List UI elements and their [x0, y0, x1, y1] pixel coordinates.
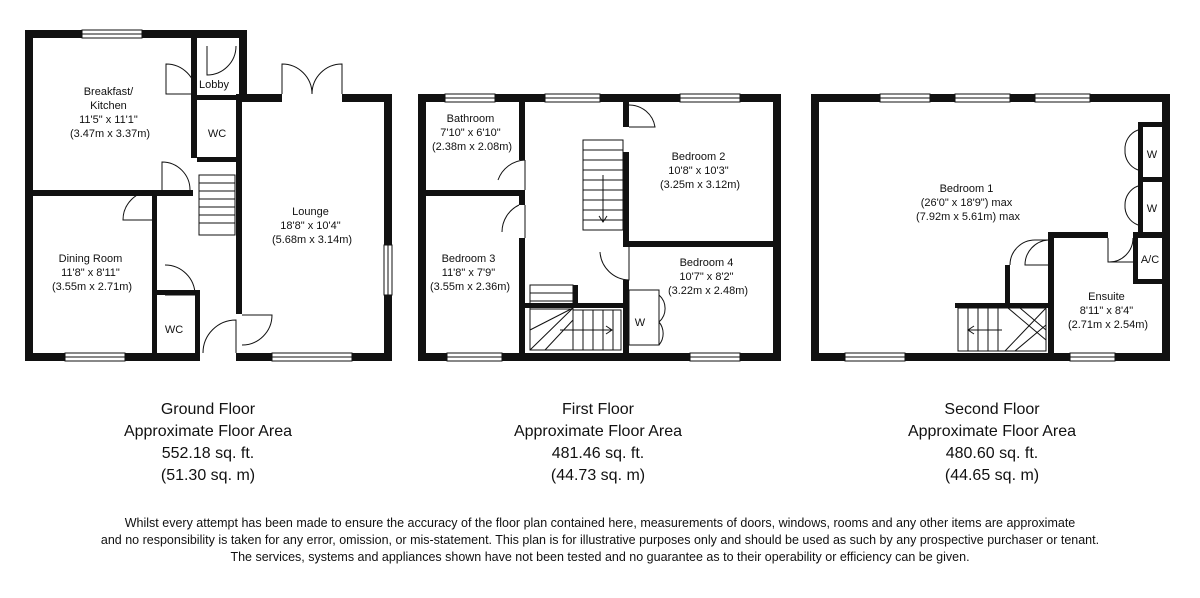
floor-name: Second Floor — [944, 401, 1040, 418]
bedroom1-door-swing — [1025, 240, 1048, 265]
stair-door-swing — [1010, 240, 1048, 265]
floor-name: First Floor — [562, 401, 634, 418]
bathroom-label: Bathroom 7'10" x 6'10" (2.38m x 2.08m) — [431, 113, 513, 153]
ground-floor-caption — [58, 399, 358, 487]
ground-wall — [191, 38, 197, 158]
lounge-door-swing — [242, 315, 272, 345]
first-wall — [426, 190, 521, 196]
first-wall — [519, 102, 525, 160]
floor-area-sqft: 481.46 sq. ft. — [551, 445, 645, 462]
wc-lower-label: WC — [164, 324, 184, 336]
lounge-label: Lounge 18'8" x 10'4" (5.68m x 3.14m) — [271, 206, 353, 246]
second-wall — [955, 303, 1048, 308]
bedroom3-door-swing — [502, 205, 525, 238]
first-wall — [623, 152, 629, 247]
first-wall — [623, 102, 629, 127]
ensuite-label: Ensuite 8'11" x 8'4" (2.71m x 2.54m) — [1067, 291, 1149, 331]
second-stairs — [958, 308, 1046, 351]
floor-area-sqm: (44.65 sq. m) — [944, 467, 1040, 484]
bedroom2-door-swing — [629, 105, 655, 127]
bathroom-door-swing — [498, 160, 525, 190]
disclaimer-line: The services, systems and appliances shown have not been tested and no guarantee as to their operability or efficiency can be given. — [230, 550, 970, 564]
ground-wall — [152, 196, 157, 353]
second-wall — [1138, 279, 1162, 284]
first-stairs-lower — [525, 285, 623, 350]
floor-area-label: Approximate Floor Area — [907, 423, 1077, 440]
second-wall — [1048, 232, 1054, 353]
second-floor-caption — [842, 399, 1142, 487]
ground-floor-plan — [25, 30, 392, 361]
second-wall — [1048, 232, 1108, 238]
dining-label: Dining Room 11'8" x 8'11" (3.55m x 2.71m) — [51, 253, 133, 293]
ground-stairs — [199, 175, 235, 235]
first-wall — [629, 241, 773, 247]
wc-upper-label: WC — [207, 128, 227, 140]
lobby-door-swing — [207, 46, 236, 75]
disclaimer-line: and no responsibility is taken for any error, omission, or mis-statement. This plan is for illustrative purposes only and should be used as such by any prospective purchaser or tenant. — [100, 533, 1100, 547]
kitchen-label: Breakfast/ Kitchen 11'5" x 11'1" (3.47m x 3.37m) — [69, 86, 151, 140]
wardrobe-label: W — [634, 317, 646, 329]
bedroom4-label: Bedroom 4 10'7" x 8'2" (3.22m x 2.48m) — [667, 257, 749, 297]
kitchen-door-swing — [162, 162, 190, 190]
floor-area-sqft: 552.18 sq. ft. — [161, 445, 255, 462]
ensuite-door-swing — [1108, 238, 1133, 262]
floor-area-sqm: (44.73 sq. m) — [550, 467, 646, 484]
disclaimer-line: Whilst every attempt has been made to ensure the accuracy of the floor plan contained here, measurements of doors, windows, rooms and any other items are approximate — [124, 516, 1076, 530]
first-floor-caption — [448, 399, 748, 487]
ground-wall — [197, 95, 237, 100]
floor-area-sqm: (51.30 sq. m) — [160, 467, 256, 484]
floor-area-label: Approximate Floor Area — [123, 423, 293, 440]
floor-name: Ground Floor — [160, 401, 256, 418]
floor-area-sqft: 480.60 sq. ft. — [945, 445, 1039, 462]
ground-wall — [33, 190, 193, 196]
bedroom2-label: Bedroom 2 10'8" x 10'3" (3.25m x 3.12m) — [659, 151, 741, 191]
second-floor-plan — [811, 94, 1170, 361]
ground-wall — [197, 157, 236, 162]
bedroom4-door-swing — [600, 247, 629, 280]
lobby-label: Lobby — [199, 79, 229, 91]
wardrobe-b-label: W — [1146, 203, 1158, 215]
ac-label: A/C — [1140, 254, 1160, 266]
wardrobe-door-swing — [1125, 130, 1138, 170]
first-wall — [519, 238, 525, 353]
ground-wall — [236, 94, 242, 314]
ground-wall — [157, 290, 197, 295]
floor-area-label: Approximate Floor Area — [513, 423, 683, 440]
bedroom1-label: Bedroom 1 (26'0" x 18'9") max (7.92m x 5.61m) max — [916, 183, 1020, 223]
wardrobe-door-swing — [1125, 186, 1138, 225]
first-wall — [623, 280, 629, 353]
second-wall — [1005, 265, 1010, 307]
french-door-swing — [282, 64, 342, 94]
first-wall — [519, 190, 525, 205]
wardrobe-a-label: W — [1146, 149, 1158, 161]
disclaimer-text — [20, 515, 1180, 566]
entrance-door-swing — [203, 320, 236, 353]
ground-wall — [195, 290, 200, 353]
bedroom3-label: Bedroom 3 11'8" x 7'9" (3.55m x 2.36m) — [429, 253, 511, 293]
first-floor-plan — [418, 94, 781, 361]
second-wall — [1133, 232, 1138, 284]
wardrobe-door-swing — [659, 295, 665, 345]
second-wall — [1138, 122, 1143, 232]
first-stairs-upper — [583, 140, 623, 230]
